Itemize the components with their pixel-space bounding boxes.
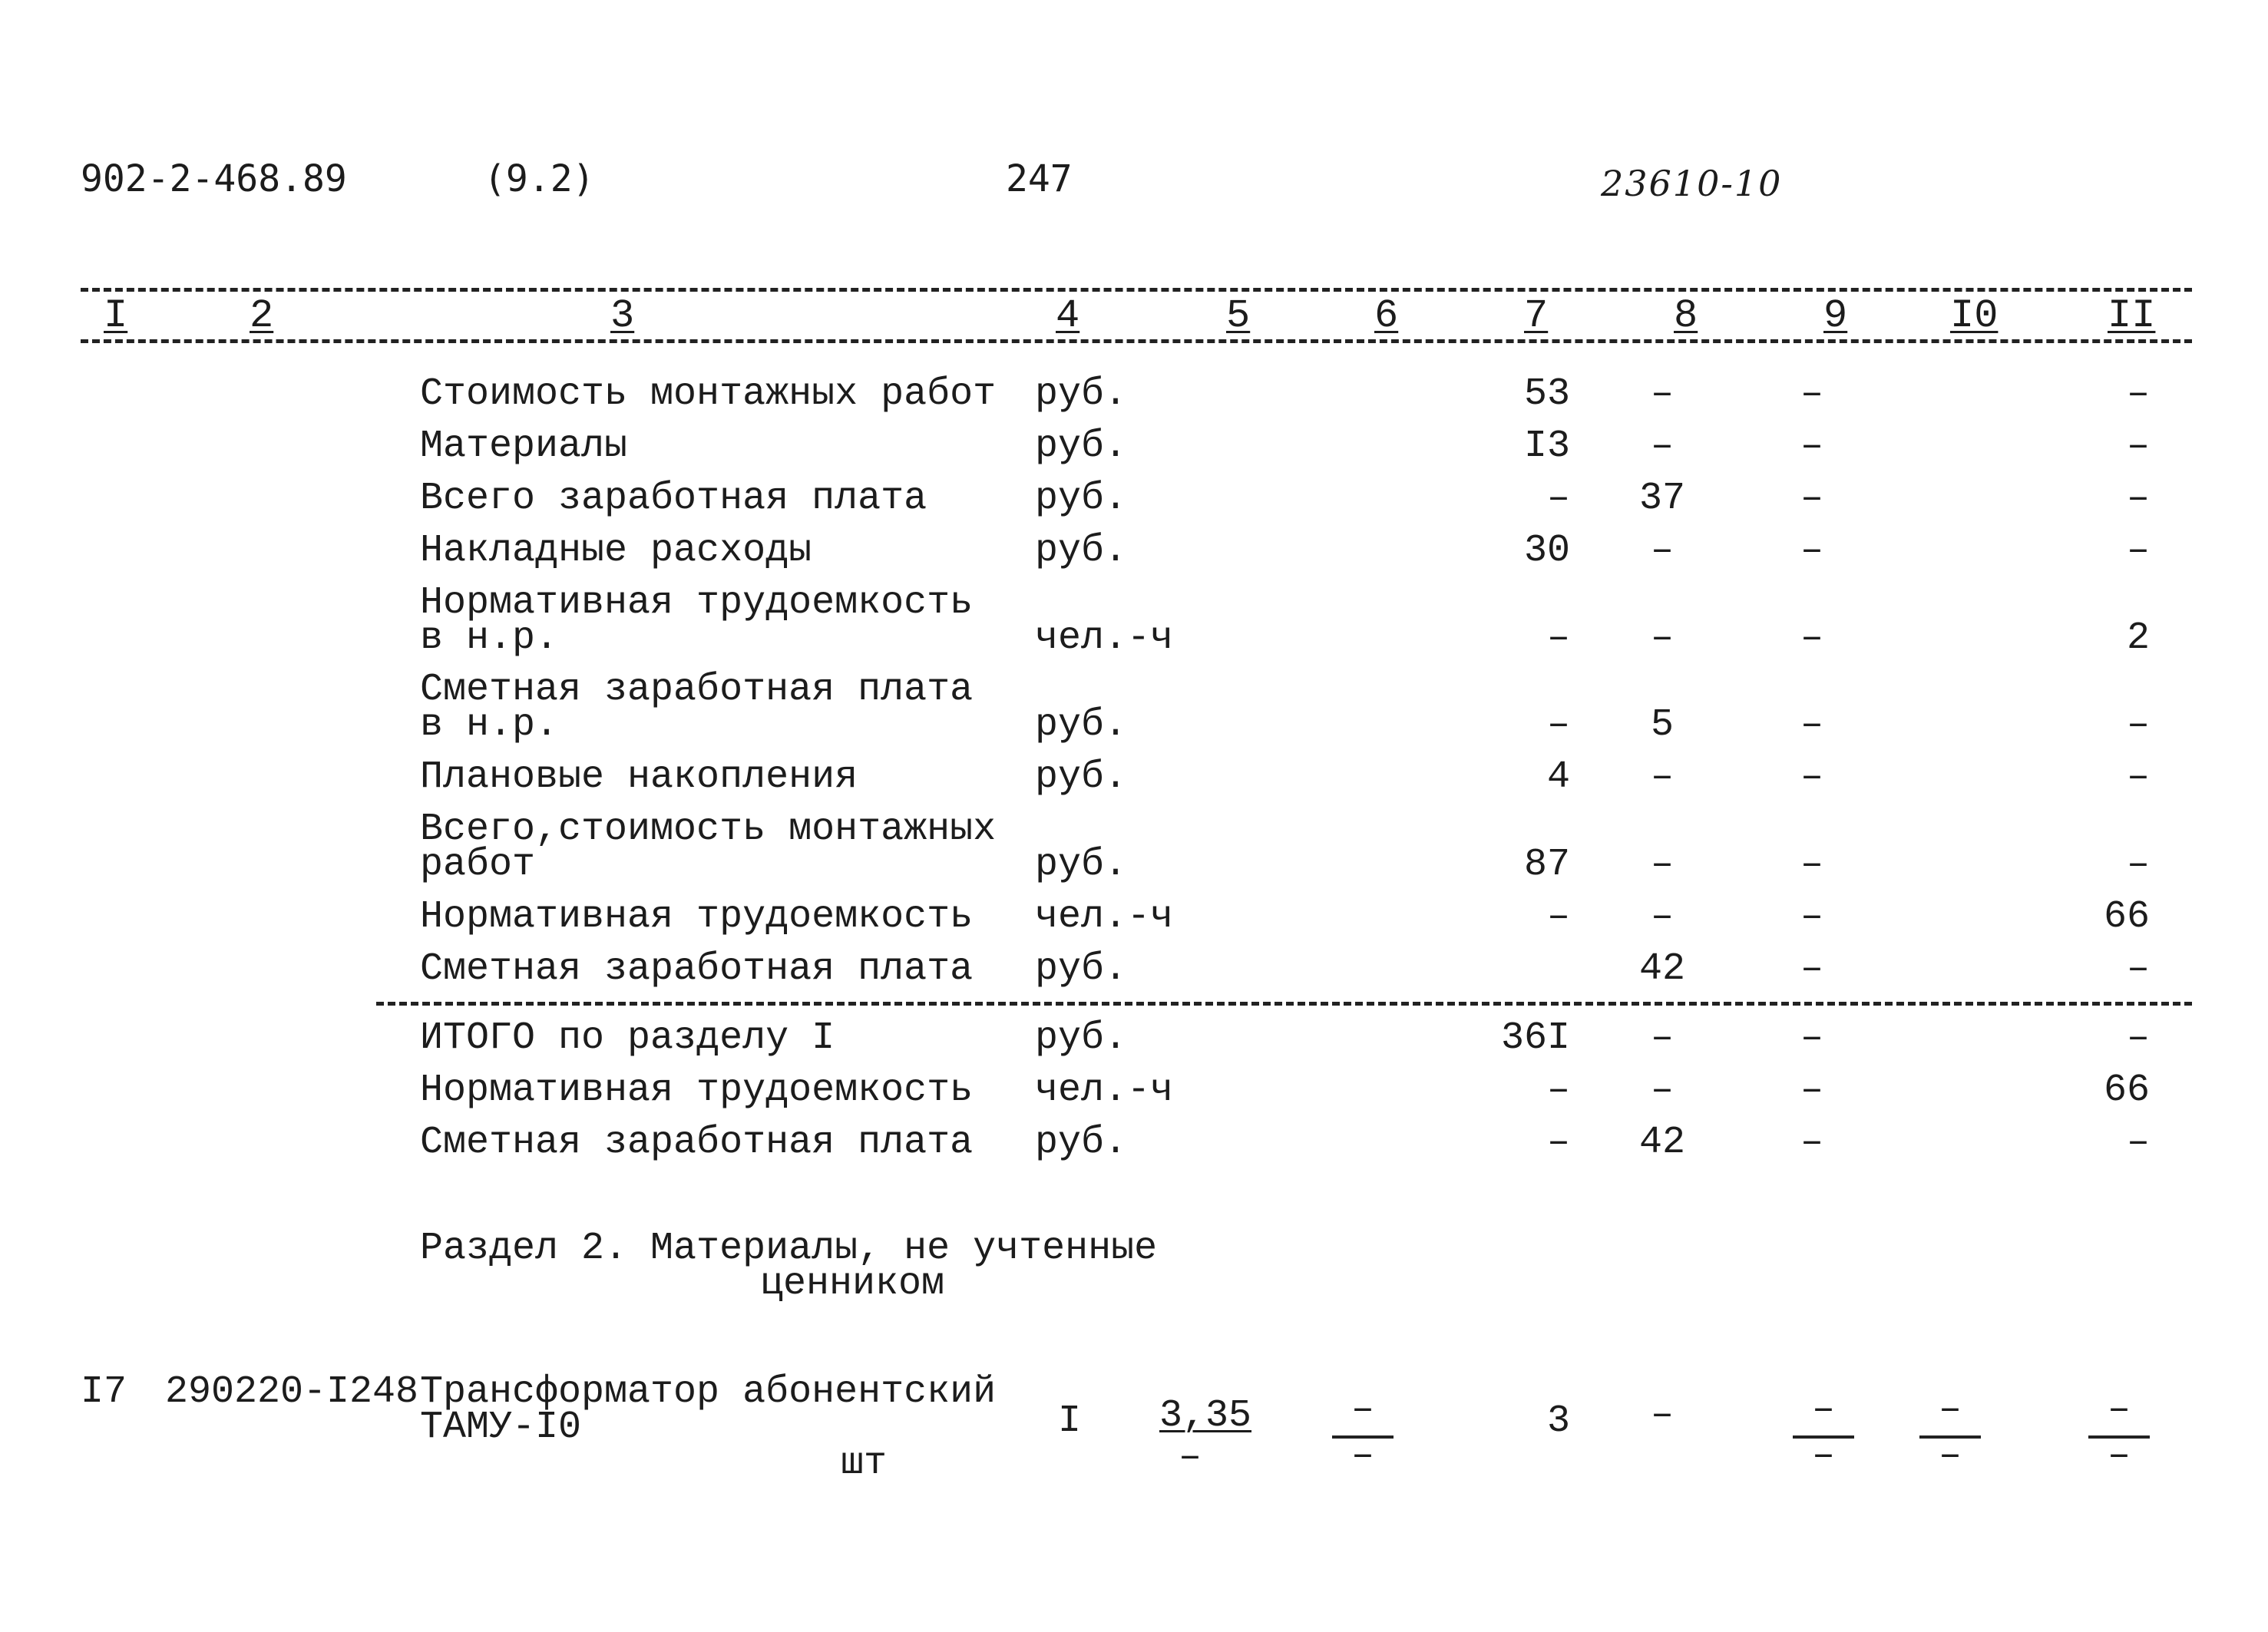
- row-label: Материалы: [420, 425, 628, 468]
- item-col10-bottom: –: [1938, 1434, 1962, 1478]
- col-num-2: 2: [250, 293, 274, 339]
- row-col9: –: [1800, 425, 1823, 468]
- item-price-top: 3,35: [1159, 1394, 1252, 1438]
- row-col7: –: [1546, 895, 1570, 939]
- item-col11-bottom: –: [2107, 1434, 2131, 1478]
- row-unit: чел.-ч: [1035, 895, 1174, 939]
- totals-col8: 42: [1638, 1121, 1685, 1165]
- col-num-4: 4: [1056, 293, 1080, 339]
- row-col9: –: [1800, 529, 1823, 573]
- row-col11: –: [2126, 703, 2150, 747]
- item-col9-bottom: –: [1811, 1434, 1835, 1478]
- item-col9-top: –: [1811, 1388, 1835, 1432]
- row-col11: –: [2126, 843, 2150, 887]
- row-col9: –: [1800, 895, 1823, 939]
- row-col8: –: [1650, 529, 1674, 573]
- totals-col7: –: [1546, 1069, 1570, 1112]
- col-num-8: 8: [1674, 293, 1698, 339]
- item-col6-top: –: [1351, 1388, 1374, 1432]
- totals-col8: –: [1650, 1069, 1674, 1112]
- totals-unit: чел.-ч: [1035, 1069, 1174, 1112]
- col-num-11: II: [2108, 293, 2156, 339]
- totals-col11: –: [2126, 1121, 2150, 1165]
- totals-col7: 36I: [1500, 1016, 1570, 1060]
- row-label-line2: в н.р.: [420, 703, 559, 747]
- section-number: (9.2): [484, 157, 595, 200]
- page-number: 247: [1006, 157, 1073, 200]
- row-col9: –: [1800, 703, 1823, 747]
- row-col11: –: [2126, 755, 2150, 799]
- totals-rule: [376, 1002, 2192, 1006]
- row-col7: 30: [1523, 529, 1570, 573]
- item-unit: шт: [841, 1442, 888, 1485]
- row-col8: –: [1650, 895, 1674, 939]
- item-name-line2: ТАМУ-I0: [420, 1406, 582, 1449]
- col-num-10: I0: [1950, 293, 1999, 339]
- col-num-7: 7: [1524, 293, 1549, 339]
- row-col11: 2: [2126, 616, 2150, 660]
- totals-unit: руб.: [1035, 1016, 1128, 1060]
- totals-col9: –: [1800, 1069, 1823, 1112]
- row-col11: –: [2126, 477, 2150, 520]
- section-heading: Раздел 2. Материалы, не учтенные: [420, 1227, 1158, 1270]
- row-label-line1: Сметная заработная плата: [420, 668, 974, 712]
- row-unit: руб.: [1035, 947, 1128, 991]
- row-col7: –: [1546, 703, 1570, 747]
- totals-col7: –: [1546, 1121, 1570, 1165]
- row-unit: руб.: [1035, 843, 1128, 887]
- col-num-3: 3: [610, 293, 635, 339]
- row-label-line2: работ: [420, 843, 536, 887]
- row-label: Плановые накопления: [420, 755, 858, 799]
- item-col6-bottom: –: [1351, 1434, 1374, 1478]
- header-bottom-rule: [81, 339, 2192, 343]
- row-unit: руб.: [1035, 477, 1128, 520]
- totals-col9: –: [1800, 1016, 1823, 1060]
- row-label-line1: Всего,стоимость монтажных: [420, 808, 997, 851]
- row-col8: 5: [1650, 703, 1674, 747]
- row-col11: –: [2126, 425, 2150, 468]
- totals-label: Сметная заработная плата: [420, 1121, 974, 1165]
- row-label-line1: Нормативная трудоемкость: [420, 581, 974, 625]
- row-col9: –: [1800, 477, 1823, 520]
- document-code: 902-2-468.89: [81, 157, 347, 200]
- item-price-bottom: –: [1178, 1435, 1202, 1479]
- totals-col9: –: [1800, 1121, 1823, 1165]
- row-label: Всего заработная плата: [420, 477, 927, 520]
- row-col11: 66: [2103, 895, 2150, 939]
- item-col8: –: [1650, 1393, 1674, 1437]
- row-label: Сметная заработная плата: [420, 947, 974, 991]
- row-col7: I3: [1523, 425, 1570, 468]
- row-col7: 4: [1546, 755, 1570, 799]
- row-unit: руб.: [1035, 425, 1128, 468]
- row-col8: –: [1650, 755, 1674, 799]
- row-unit: руб.: [1035, 755, 1128, 799]
- col-num-6: 6: [1374, 293, 1399, 339]
- row-col11: –: [2126, 947, 2150, 991]
- totals-col11: –: [2126, 1016, 2150, 1060]
- row-col9: –: [1800, 947, 1823, 991]
- totals-col11: 66: [2103, 1069, 2150, 1112]
- item-code: 290220-I248: [165, 1370, 419, 1414]
- row-col7: 53: [1523, 372, 1570, 416]
- row-unit: руб.: [1035, 703, 1128, 747]
- row-col7: –: [1546, 477, 1570, 520]
- row-unit: руб.: [1035, 529, 1128, 573]
- row-col9: –: [1800, 755, 1823, 799]
- handwritten-code: 23610-10: [1601, 163, 1783, 204]
- row-col11: –: [2126, 372, 2150, 416]
- row-col8: –: [1650, 425, 1674, 468]
- row-col8: –: [1650, 616, 1674, 660]
- section-heading-cont: ценником: [760, 1262, 945, 1306]
- totals-label: ИТОГО по разделу I: [420, 1016, 835, 1060]
- row-col9: –: [1800, 616, 1823, 660]
- row-unit: руб.: [1035, 372, 1128, 416]
- row-label: Стоимость монтажных работ: [420, 372, 997, 416]
- row-unit: чел.-ч: [1035, 616, 1174, 660]
- item-name-line1: Трансформатор абонентский: [420, 1370, 997, 1414]
- row-col11: –: [2126, 529, 2150, 573]
- row-col9: –: [1800, 843, 1823, 887]
- row-col8: 37: [1638, 477, 1685, 520]
- item-col7: 3: [1546, 1399, 1570, 1443]
- item-number: I7: [81, 1370, 127, 1414]
- col-num-5: 5: [1226, 293, 1251, 339]
- row-col7: 87: [1523, 843, 1570, 887]
- row-col9: –: [1800, 372, 1823, 416]
- col-num-1: I: [104, 293, 128, 339]
- header-top-rule: [81, 288, 2192, 292]
- totals-col8: –: [1650, 1016, 1674, 1060]
- totals-label: Нормативная трудоемкость: [420, 1069, 974, 1112]
- item-col11-top: –: [2107, 1388, 2131, 1432]
- row-col8: –: [1650, 843, 1674, 887]
- row-label-line2: в н.р.: [420, 616, 559, 660]
- row-label: Накладные расходы: [420, 529, 812, 573]
- item-quantity: I: [1058, 1399, 1082, 1443]
- totals-unit: руб.: [1035, 1121, 1128, 1165]
- row-col8: –: [1650, 372, 1674, 416]
- row-col8: 42: [1638, 947, 1685, 991]
- col-num-9: 9: [1823, 293, 1848, 339]
- item-col10-top: –: [1938, 1388, 1962, 1432]
- row-col7: –: [1546, 616, 1570, 660]
- row-label: Нормативная трудоемкость: [420, 895, 974, 939]
